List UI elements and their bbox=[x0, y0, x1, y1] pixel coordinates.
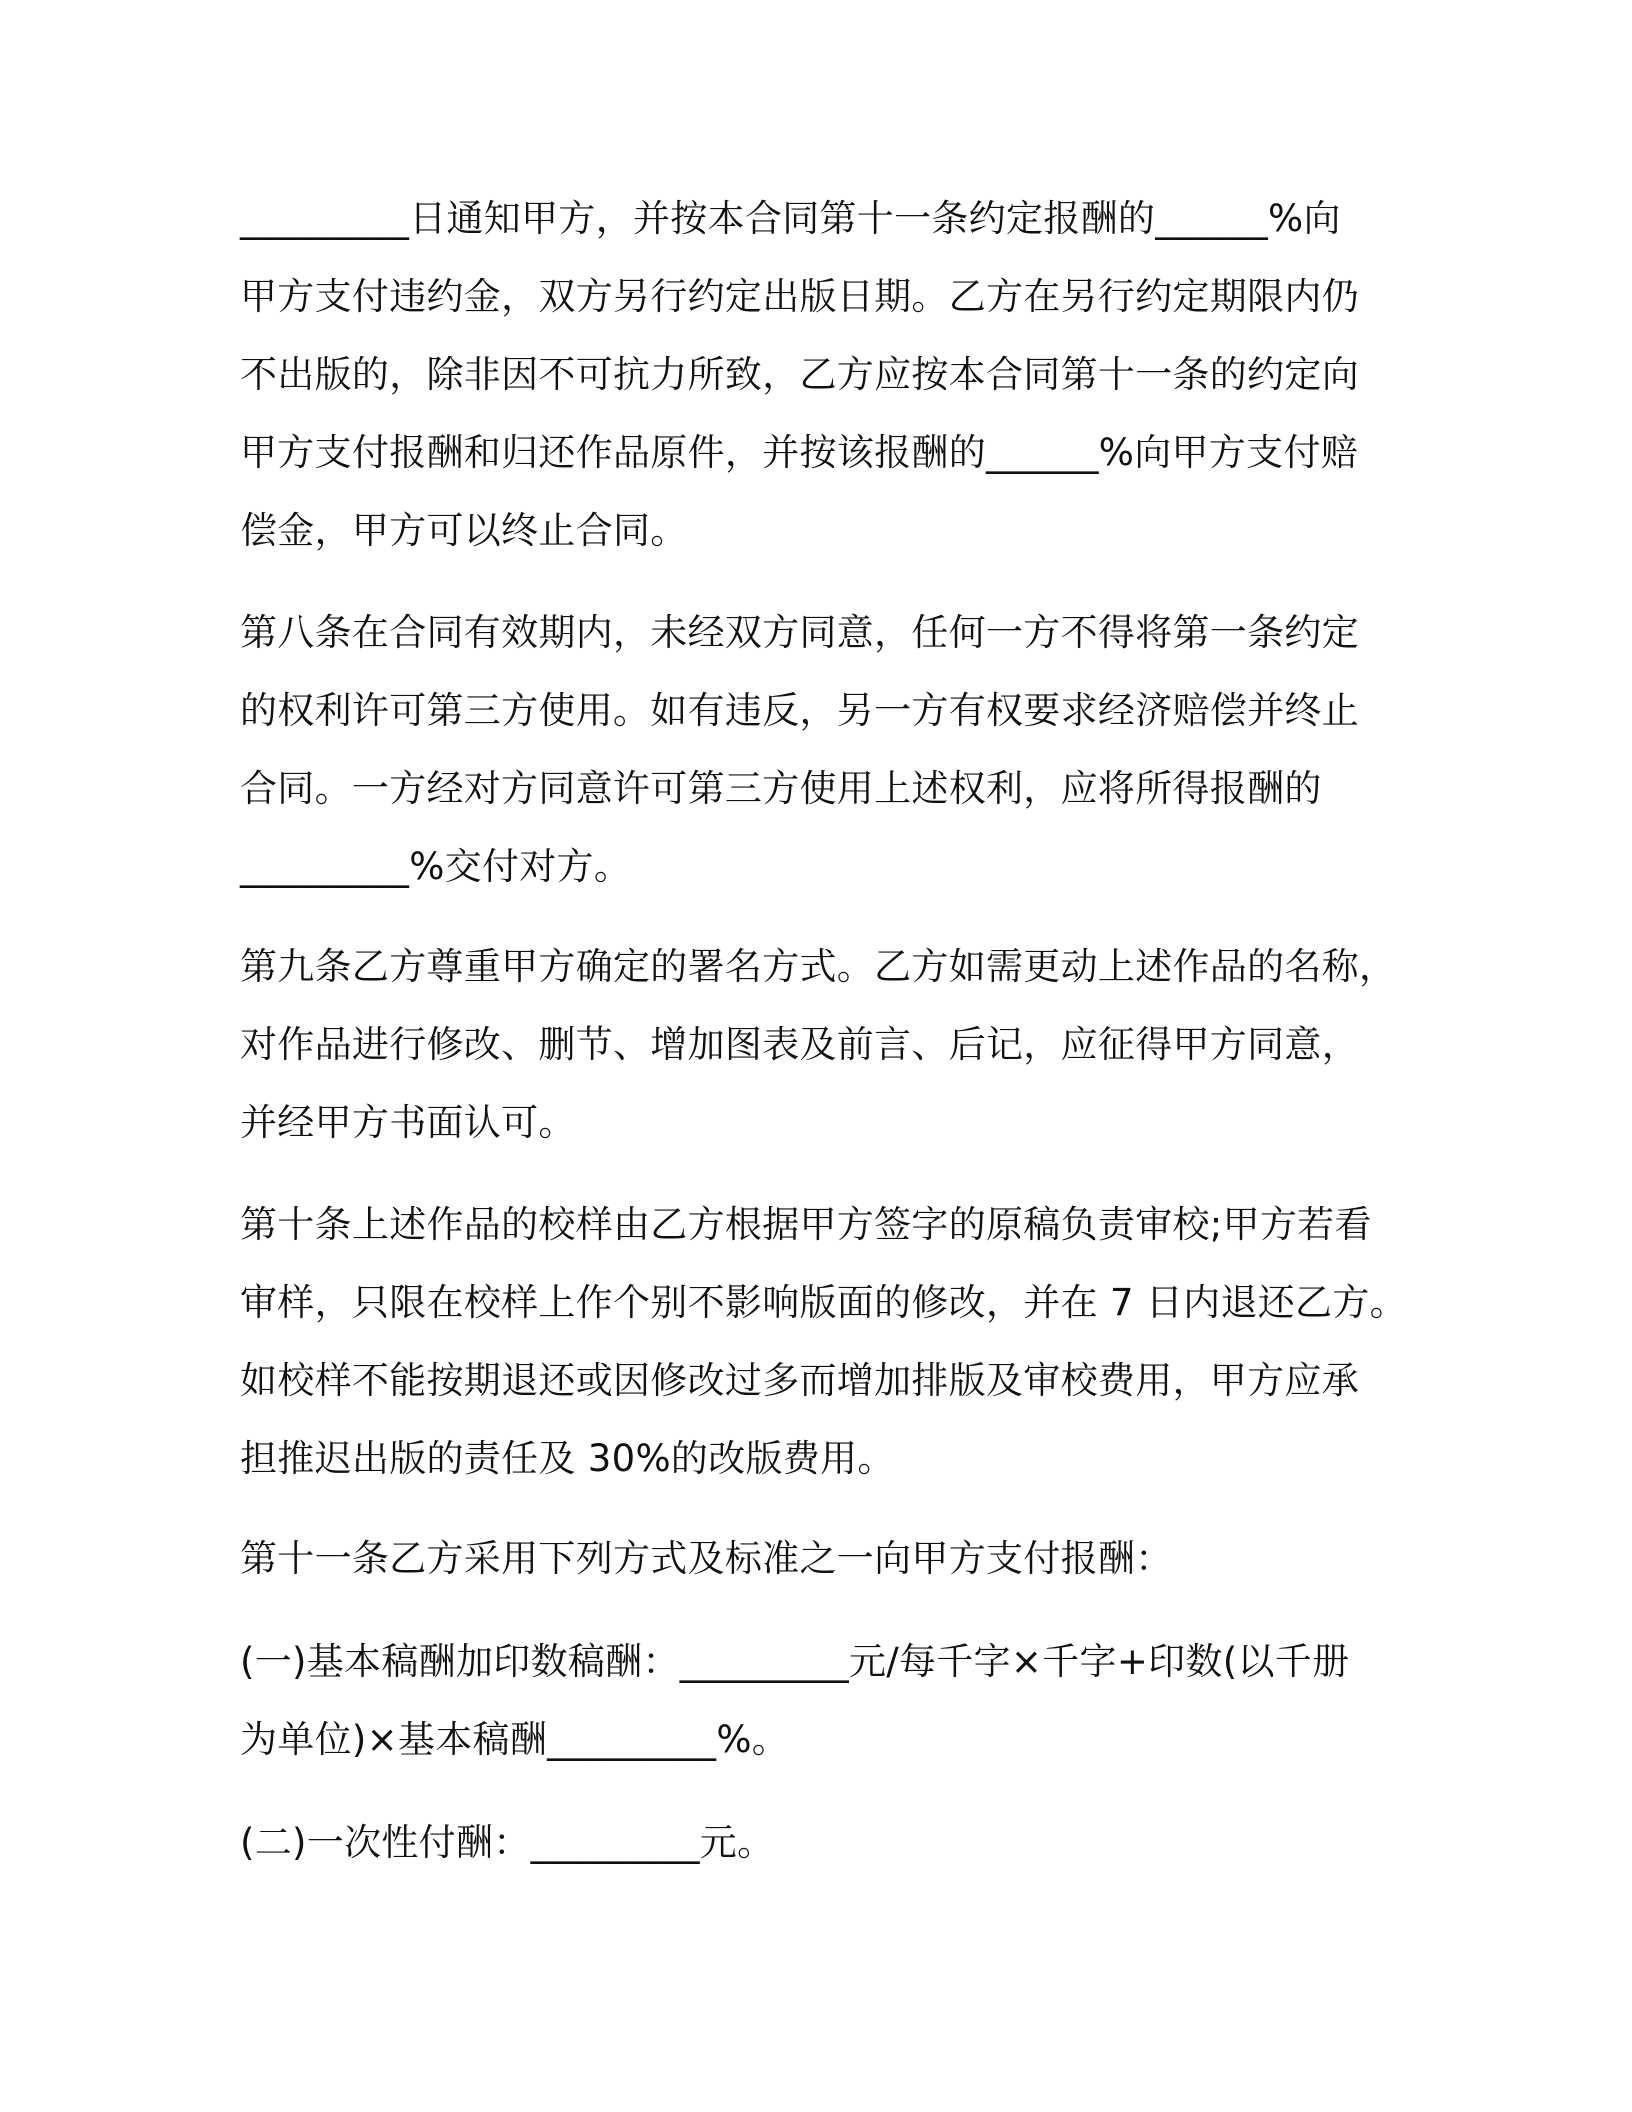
paragraph-clause-11-item-2 bbox=[240, 1804, 1400, 1882]
text-line: 甲方支付违约金，双方另行约定出版日期。乙方在另行约定期限内仍 bbox=[240, 275, 1359, 318]
text-line: 担推迟出版的责任及 30%的改版费用。 bbox=[240, 1437, 895, 1480]
text-line: 第十条上述作品的校样由乙方根据甲方签字的原稿负责审校;甲方若看 bbox=[240, 1203, 1372, 1246]
text-line: 第十一条乙方采用下列方式及标准之一向甲方支付报酬： bbox=[240, 1537, 1173, 1580]
text-line: 偿金，甲方可以终止合同。 bbox=[240, 509, 688, 552]
text-line: 并经甲方书面认可。 bbox=[240, 1101, 576, 1144]
paragraph-clause-7-continued bbox=[240, 180, 1400, 570]
text-line: 审样，只限在校样上作个别不影响版面的修改，并在 7 日内退还乙方。 bbox=[240, 1281, 1407, 1324]
paragraph-clause-8 bbox=[240, 594, 1400, 906]
text-line: 不出版的，除非因不可抗力所致，乙方应按本合同第十一条的约定向 bbox=[240, 353, 1359, 396]
paragraph-clause-9 bbox=[240, 928, 1400, 1162]
text-line: 的权利许可第三方使用。如有违反，另一方有权要求经济赔偿并终止 bbox=[240, 689, 1359, 732]
text-line: 如校样不能按期退还或因修改过多而增加排版及审校费用，甲方应承 bbox=[240, 1359, 1359, 1402]
paragraph-clause-11-item-1 bbox=[240, 1623, 1400, 1779]
paragraph-clause-11 bbox=[240, 1520, 1400, 1598]
text-line: (一)基本稿酬加印数稿酬：_________元/每千字×千字+印数(以千册 bbox=[240, 1640, 1350, 1683]
text-line: 对作品进行修改、删节、增加图表及前言、后记，应征得甲方同意， bbox=[240, 1023, 1359, 1066]
text-line: (二)一次性付酬：_________元。 bbox=[240, 1821, 775, 1864]
text-line: 第九条乙方尊重甲方确定的署名方式。乙方如需更动上述作品的名称， bbox=[240, 945, 1397, 988]
text-line: 第八条在合同有效期内，未经双方同意，任何一方不得将第一条约定 bbox=[240, 611, 1359, 654]
text-line: _________%交付对方。 bbox=[240, 845, 632, 888]
text-line: _________日通知甲方，并按本合同第十一条约定报酬的______%向 bbox=[240, 197, 1341, 240]
text-line: 甲方支付报酬和归还作品原件，并按该报酬的______%向甲方支付赔 bbox=[240, 431, 1359, 474]
text-line: 为单位)×基本稿酬_________%。 bbox=[240, 1718, 790, 1761]
paragraph-clause-10 bbox=[240, 1186, 1407, 1498]
text-line: 合同。一方经对方同意许可第三方使用上述权利，应将所得报酬的 bbox=[240, 767, 1322, 810]
